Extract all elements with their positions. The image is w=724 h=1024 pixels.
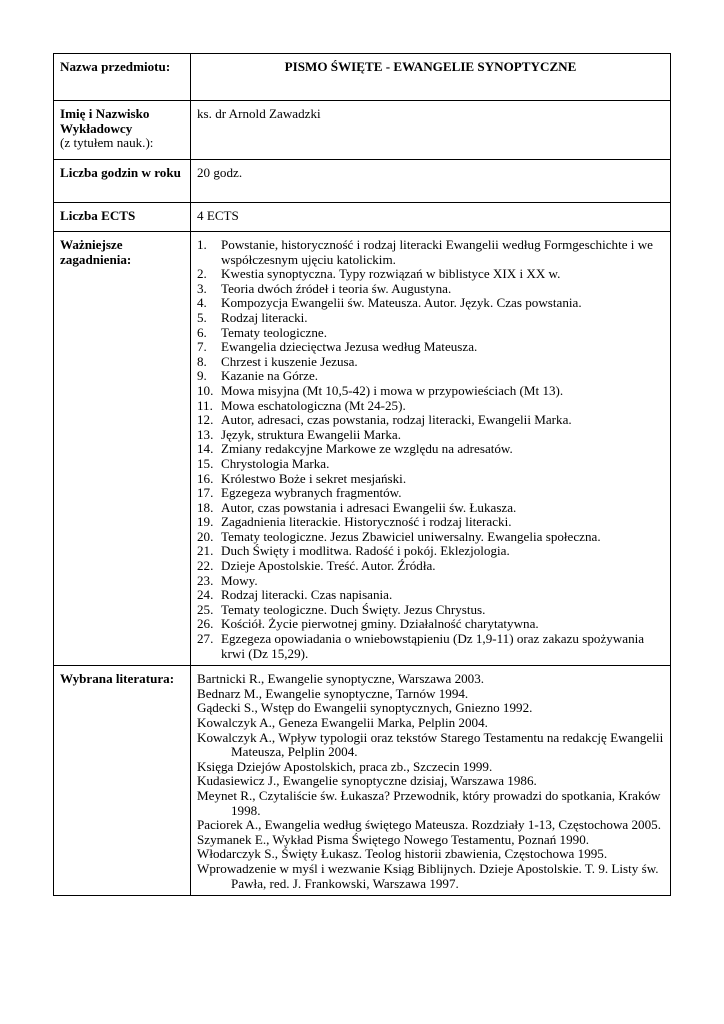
topic-text: Egzegeza wybranych fragmentów. — [221, 485, 402, 501]
literature-item: Szymanek E., Wykład Pisma Świętego Nowego Testamentu, Poznań 1990. — [197, 831, 590, 847]
topic-item — [197, 632, 664, 661]
topic-text: Zagadnienia literackie. Historyczność i rodzaj literacki. — [221, 514, 512, 530]
topic-number: 5. — [197, 309, 207, 325]
literature-item: Kowalczyk A., Wpływ typologii oraz tekstów Starego Testamentu na redakcję Ewangelii Mateusza, Pelplin 2004. — [197, 729, 664, 760]
topic-text: Duch Święty i modlitwa. Radość i pokój. Eklezjologia. — [221, 543, 510, 559]
hours-row — [54, 160, 671, 203]
subject-row — [54, 54, 671, 101]
topic-item — [197, 559, 664, 574]
topic-number: 15. — [197, 455, 214, 471]
literature-item: Kudasiewicz J., Ewangelie synoptyczne dzisiaj, Warszawa 1986. — [197, 773, 537, 789]
topic-number: 24. — [197, 587, 214, 603]
subject-title: PISMO ŚWIĘTE - EWANGELIE SYNOPTYCZNE — [191, 54, 671, 101]
topic-text: Teoria dwóch źródeł i teoria św. Augustyna. — [221, 280, 452, 296]
ects-label: Liczba ECTS — [54, 203, 191, 232]
topic-text: Kazanie na Górze. — [221, 368, 319, 384]
topic-number: 18. — [197, 499, 214, 515]
topic-number: 17. — [197, 485, 214, 501]
topic-text: Mowy. — [221, 572, 258, 588]
literature-item: Kowalczyk A., Geneza Ewangelii Marka, Pelplin 2004. — [197, 715, 488, 730]
literature-label: Wybrana literatura: — [54, 666, 191, 896]
topic-item — [197, 369, 664, 384]
hours-value: 20 godz. — [191, 160, 671, 203]
literature-item: Meynet R., Czytaliście św. Łukasza? Przewodnik, który prowadzi do spotkania, Kraków 1998. — [197, 787, 661, 818]
topics-list — [197, 238, 664, 661]
topic-text: Kwestia synoptyczna. Typy rozwiązań w biblistyce XIX i XX w. — [221, 266, 561, 282]
topic-item — [197, 238, 664, 267]
topic-item — [197, 282, 664, 297]
topic-number: 14. — [197, 441, 214, 457]
topic-item — [197, 340, 664, 355]
topic-item — [197, 501, 664, 516]
topic-number: 16. — [197, 470, 214, 486]
topic-item — [197, 530, 664, 545]
topic-text: Tematy teologiczne. Duch Święty. Jezus Chrystus. — [221, 601, 486, 617]
topic-text: Królestwo Boże i sekret mesjański. — [221, 470, 407, 486]
topics-label: Ważniejsze zagadnienia: — [54, 232, 191, 666]
topic-text: Autor, czas powstania i adresaci Ewangelii św. Łukasza. — [221, 499, 517, 515]
topic-number: 19. — [197, 514, 214, 530]
topic-item — [197, 472, 664, 487]
literature-item: Bednarz M., Ewangelie synoptyczne, Tarnów 1994. — [197, 685, 469, 701]
topic-number: 10. — [197, 382, 214, 398]
topic-item — [197, 442, 664, 457]
literature-row — [54, 666, 671, 896]
subject-label: Nazwa przedmiotu: — [54, 54, 191, 101]
topic-number: 25. — [197, 601, 214, 617]
topic-text: Egzegeza opowiadania o wniebowstąpieniu (Dz 1,9-11) oraz zakazu spożywania krwi (Dz 15,29). — [221, 631, 645, 661]
ects-row — [54, 203, 671, 232]
topic-number: 11. — [197, 397, 213, 413]
topic-item — [197, 588, 664, 603]
lecturer-sublabel: (z tytułem nauk.): — [60, 135, 154, 151]
literature-item: Gądecki S., Wstęp do Ewangelii synoptycznych, Gniezno 1992. — [197, 700, 533, 716]
topic-number: 7. — [197, 339, 207, 355]
topic-number: 9. — [197, 368, 207, 384]
topic-item — [197, 457, 664, 472]
topic-item — [197, 413, 664, 428]
topic-number: 1. — [197, 237, 207, 252]
topic-text: Chrzest i kuszenie Jezusa. — [221, 353, 358, 369]
topic-text: Mowa eschatologiczna (Mt 24-25). — [221, 397, 406, 413]
topic-text: Kościół. Życie pierwotnej gminy. Działalność charytatywna. — [221, 616, 539, 632]
literature-list — [197, 672, 664, 891]
topic-number: 20. — [197, 528, 214, 544]
topic-text: Ewangelia dziecięctwa Jezusa według Mateusza. — [221, 339, 478, 355]
lecturer-label-cell — [54, 101, 191, 160]
topic-item — [197, 428, 664, 443]
topic-item — [197, 296, 664, 311]
ects-value: 4 ECTS — [191, 203, 671, 232]
topic-text: Mowa misyjna (Mt 10,5-42) i mowa w przypowieściach (Mt 13). — [221, 382, 564, 398]
topic-number: 4. — [197, 295, 207, 311]
literature-item: Księga Dziejów Apostolskich, praca zb., Szczecin 1999. — [197, 758, 493, 774]
topic-item — [197, 486, 664, 501]
topic-text: Język, struktura Ewangelii Marka. — [221, 426, 401, 442]
literature-cell — [191, 666, 671, 896]
literature-item: Włodarczyk S., Święty Łukasz. Teolog historii zbawienia, Częstochowa 1995. — [197, 846, 608, 862]
topic-item — [197, 544, 664, 559]
hours-label: Liczba godzin w roku — [54, 160, 191, 203]
topics-row — [54, 232, 671, 666]
topic-item — [197, 399, 664, 414]
topic-number: 26. — [197, 616, 214, 632]
literature-item: Wprowadzenie w myśl i wezwanie Ksiąg Biblijnych. Dzieje Apostolskie. T. 9. Listy św. Pawła, red. J. Frankowski, Warszawa 1997. — [197, 860, 659, 891]
topic-text: Tematy teologiczne. Jezus Zbawiciel uniwersalny. Ewangelia społeczna. — [221, 528, 601, 544]
topic-number: 23. — [197, 572, 214, 588]
topic-number: 3. — [197, 280, 207, 296]
topic-number: 8. — [197, 353, 207, 369]
literature-item: Paciorek A., Ewangelia według świętego Mateusza. Rozdziały 1-13, Częstochowa 2005. — [197, 817, 661, 833]
topic-item — [197, 311, 664, 326]
topic-number: 12. — [197, 412, 214, 428]
topic-number: 27. — [197, 631, 214, 647]
topic-number: 22. — [197, 558, 214, 574]
topic-number: 6. — [197, 324, 207, 340]
syllabus-table — [53, 53, 671, 896]
topic-item — [197, 355, 664, 370]
topic-item — [197, 617, 664, 632]
topic-text: Tematy teologiczne. — [221, 324, 327, 340]
topic-text: Chrystologia Marka. — [221, 455, 330, 471]
topic-number: 21. — [197, 543, 214, 559]
topic-text: Dzieje Apostolskie. Treść. Autor. Źródła. — [221, 558, 436, 574]
topic-item — [197, 384, 664, 399]
topic-text: Autor, adresaci, czas powstania, rodzaj literacki, Ewangelii Marka. — [221, 412, 572, 428]
lecturer-row — [54, 101, 671, 160]
topic-item — [197, 267, 664, 282]
topics-cell — [191, 232, 671, 666]
topic-item — [197, 326, 664, 341]
topic-text: Powstanie, historyczność i rodzaj literacki Ewangelii według Formgeschichte i we współczesnym ujęciu katolickim. — [221, 237, 653, 267]
topic-item — [197, 603, 664, 618]
topic-item — [197, 574, 664, 589]
topic-item — [197, 515, 664, 530]
literature-item: Bartnicki R., Ewangelie synoptyczne, Warszawa 2003. — [197, 671, 485, 687]
topic-text: Rodzaj literacki. — [221, 309, 308, 325]
lecturer-label: Imię i Nazwisko Wykładowcy — [60, 106, 150, 136]
topic-number: 13. — [197, 426, 214, 442]
topic-text: Rodzaj literacki. Czas napisania. — [221, 587, 393, 603]
topic-text: Kompozycja Ewangelii św. Mateusza. Autor. Język. Czas powstania. — [221, 295, 582, 311]
topic-text: Zmiany redakcyjne Markowe ze względu na adresatów. — [221, 441, 513, 457]
topic-number: 2. — [197, 266, 207, 282]
lecturer-name: ks. dr Arnold Zawadzki — [191, 101, 671, 160]
